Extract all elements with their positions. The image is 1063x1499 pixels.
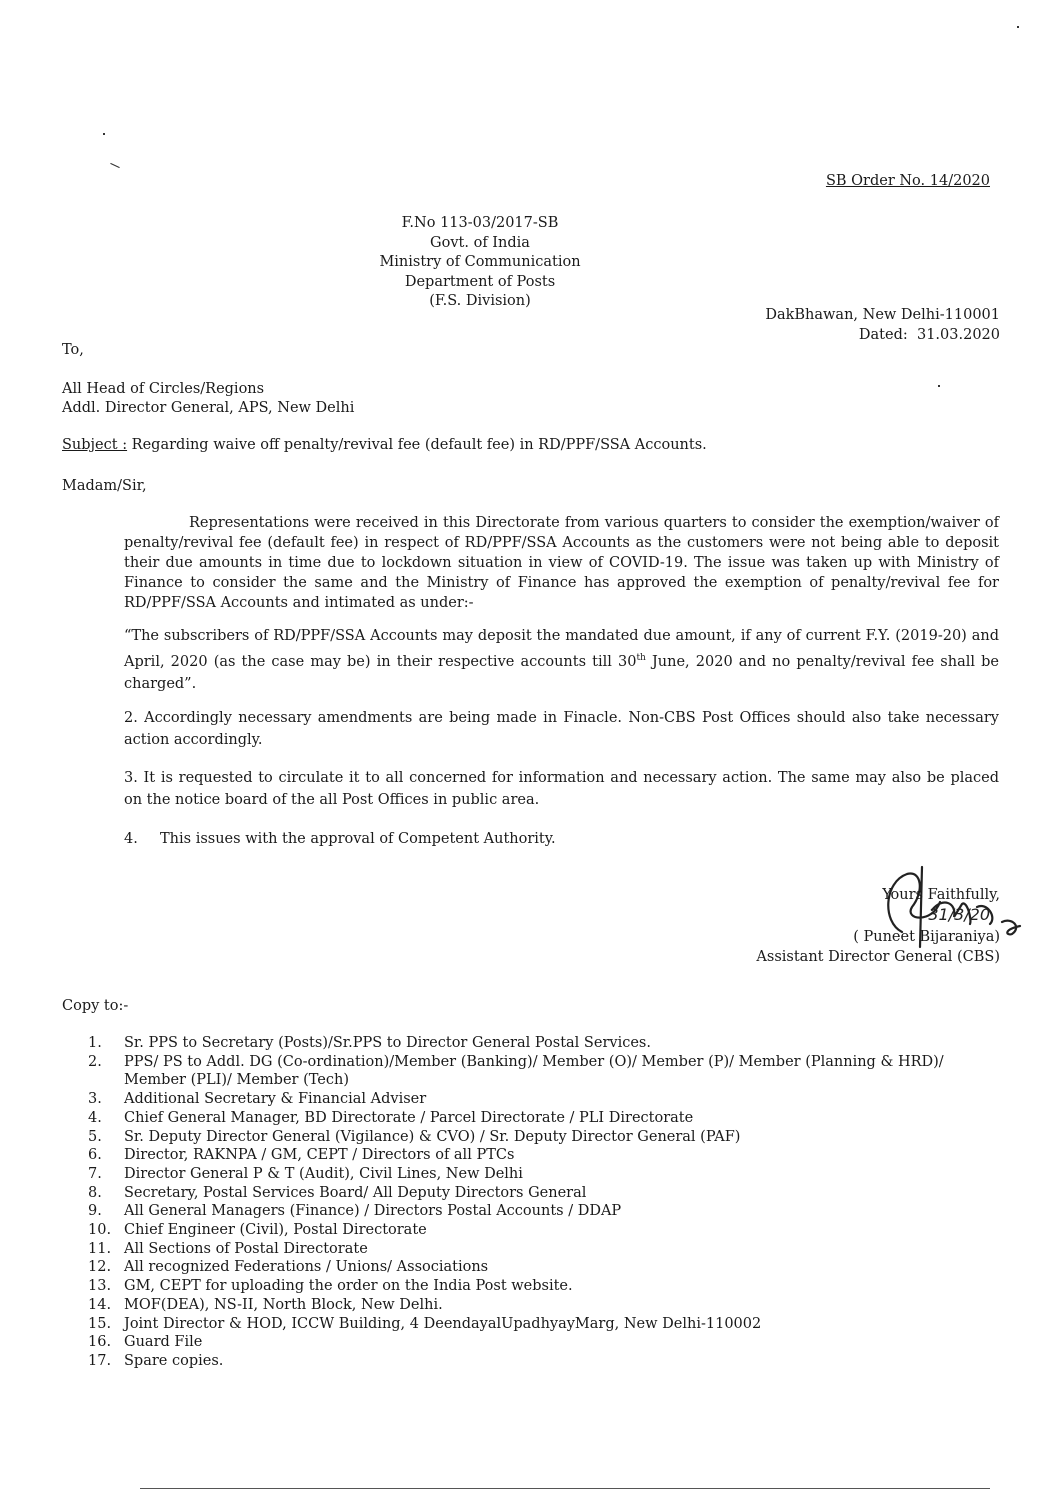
paragraph-4-number: 4.	[124, 831, 138, 847]
copy-list-text: All recognized Federations / Unions/ Associations	[124, 1259, 489, 1276]
signature-block: Yours Faithfully, 31/3/20 ( Puneet Bijaraniya) Assistant Director General (CBS)	[756, 887, 1000, 965]
copy-list-text: Guard File	[124, 1334, 203, 1351]
copy-list-item	[88, 1128, 1000, 1147]
signer-title: Assistant Director General (CBS)	[756, 949, 1000, 965]
copy-list-text: GM, CEPT for uploading the order on the India Post website.	[124, 1278, 573, 1295]
quote-text-after: June, 2020 and no penalty/revival fee shall be charged”.	[124, 653, 999, 692]
quote-superscript: th	[636, 653, 646, 663]
copy-to-label: Copy to:-	[62, 998, 129, 1014]
copy-list-text: Director, RAKNPA / GM, CEPT / Directors of all PTCs	[124, 1147, 515, 1164]
letterhead	[330, 214, 630, 312]
copy-list-text: Secretary, Postal Services Board/ All Deputy Directors General	[124, 1184, 587, 1201]
to-label: To,	[62, 342, 84, 358]
copy-list-number: 12.	[88, 1259, 112, 1276]
recipient-line: All Head of Circles/Regions	[62, 381, 265, 397]
copy-list-item	[88, 1184, 1000, 1203]
subject-line	[62, 437, 707, 453]
copy-list-text: Chief Engineer (Civil), Postal Directorate	[124, 1222, 427, 1239]
copy-list-item	[88, 1109, 1000, 1128]
copy-list-number: 2.	[88, 1053, 102, 1070]
scan-speck	[110, 163, 119, 168]
copy-list-text: Chief General Manager, BD Directorate / Parcel Directorate / PLI Directorate	[124, 1109, 694, 1126]
copy-list-text: Spare copies.	[124, 1352, 224, 1369]
copy-list-number: 7.	[88, 1165, 102, 1182]
copy-list-item	[88, 1333, 1000, 1352]
paragraph-intro-text: Representations were received in this Directorate from various quarters to consider the exemption/waiver of penalty/revival fee (default fee) in respect of RD/PPF/SSA Accounts as the customers were not being able to deposit their due amounts in time due to lockdown situation in view of COVID-19. The issue was taken up with Ministry of Finance to consider the same and the Ministry of Finance has approved the exemption of penalty/revival fee for RD/PPF/SSA Accounts and intimated as under:-	[124, 515, 999, 611]
recipients	[62, 380, 354, 418]
copy-list-item	[88, 1277, 1000, 1296]
copy-list-item	[88, 1165, 1000, 1184]
file-number: F.No 113-03/2017-SB	[401, 215, 559, 231]
order-number: SB Order No. 14/2020	[825, 173, 990, 189]
government-line: Govt. of India	[430, 234, 530, 251]
copy-list-item	[88, 1034, 1000, 1053]
copy-list-text: PPS/ PS to Addl. DG (Co-ordination)/Member (Banking)/ Member (O)/ Member (P)/ Member (Planning & HRD)/ Member (PLI)/ Member (Tech)	[124, 1053, 944, 1089]
dated-value: 31.03.2020	[916, 326, 1000, 343]
copy-list-item	[88, 1240, 1000, 1259]
copy-list-number: 5.	[88, 1128, 102, 1145]
copy-list-number: 9.	[88, 1203, 102, 1220]
salutation: Madam/Sir,	[62, 478, 147, 494]
copy-list-item	[88, 1258, 1000, 1277]
copy-list-text: MOF(DEA), NS-II, North Block, New Delhi.	[124, 1296, 443, 1313]
copy-list-number: 4.	[88, 1109, 102, 1126]
footer-rule	[140, 1488, 990, 1489]
copy-list-number: 8.	[88, 1184, 102, 1201]
paragraph-intro	[124, 513, 999, 613]
paragraph-4	[124, 829, 999, 849]
copy-list-text: All General Managers (Finance) / Directors Postal Accounts / DDAP	[124, 1203, 622, 1220]
recipient-line: Addl. Director General, APS, New Delhi	[62, 400, 355, 416]
copy-list-text: Additional Secretary & Financial Adviser	[124, 1091, 427, 1108]
copy-list-item	[88, 1202, 1000, 1221]
ministry-line: Ministry of Communication	[379, 254, 581, 270]
copy-list-number: 3.	[88, 1091, 102, 1108]
copy-list-item	[88, 1221, 1000, 1240]
dated-label: Dated:	[858, 326, 908, 343]
copy-list-number: 11.	[88, 1240, 112, 1257]
scan-speck	[938, 385, 940, 387]
paragraph-3: 3. It is requested to circulate it to all concerned for information and necessary action. The same may also be placed on the notice board of the all Post Offices in public area.	[124, 770, 999, 808]
copy-list-item	[88, 1296, 1000, 1315]
copy-list-text: All Sections of Postal Directorate	[124, 1240, 368, 1257]
subject-label: Subject :	[62, 437, 128, 453]
copy-list-text: Sr. PPS to Secretary (Posts)/Sr.PPS to Director General Postal Services.	[124, 1035, 651, 1051]
paragraph-2: 2. Accordingly necessary amendments are being made in Finacle. Non-CBS Post Offices should also take necessary action accordingly.	[124, 710, 999, 748]
scan-speck	[1017, 26, 1019, 28]
copy-list-text: Director General P & T (Audit), Civil Lines, New Delhi	[124, 1165, 523, 1182]
department-line: Department of Posts	[404, 273, 556, 290]
copy-list-item	[88, 1053, 1000, 1090]
copy-list-text: Joint Director & HOD, ICCW Building, 4 DeendayalUpadhyayMarg, New Delhi-110002	[124, 1315, 762, 1332]
place: DakBhawan, New Delhi-110001	[765, 307, 1000, 323]
copy-list-number: 10.	[88, 1222, 112, 1239]
copy-list-number: 13.	[88, 1278, 112, 1295]
signer-name: ( Puneet Bijaraniya)	[853, 929, 1000, 945]
copy-list-item	[88, 1146, 1000, 1165]
division-line: (F.S. Division)	[429, 293, 531, 309]
date-line	[765, 326, 1000, 346]
copy-list-text: Sr. Deputy Director General (Vigilance) & CVO) / Sr. Deputy Director General (PAF)	[124, 1128, 741, 1145]
copy-list-number: 16.	[88, 1334, 112, 1351]
closing: Yours Faithfully,	[882, 887, 1000, 903]
paragraph-4-text: This issues with the approval of Competent Authority.	[160, 831, 556, 847]
copy-list-item	[88, 1352, 1000, 1371]
copy-list-number: 15.	[88, 1315, 112, 1332]
copy-list	[88, 1034, 1000, 1371]
copy-list-item	[88, 1315, 1000, 1334]
copy-list-number: 1.	[88, 1035, 102, 1051]
copy-list-number: 6.	[88, 1147, 102, 1164]
subject-text: Regarding waive off penalty/revival fee (default fee) in RD/PPF/SSA Accounts.	[127, 437, 707, 453]
scan-speck	[103, 133, 105, 135]
paragraph-quote	[124, 625, 999, 695]
copy-list-number: 14.	[88, 1296, 112, 1313]
place-date-block	[765, 306, 1000, 345]
quote-text-before: “The subscribers of RD/PPF/SSA Accounts may deposit the mandated due amount, if any of current F.Y. (2019-20) and April, 2020 (as the case may be) in their respective accounts till 30	[124, 628, 999, 670]
copy-list-item	[88, 1090, 1000, 1109]
copy-list-number: 17.	[88, 1352, 112, 1369]
